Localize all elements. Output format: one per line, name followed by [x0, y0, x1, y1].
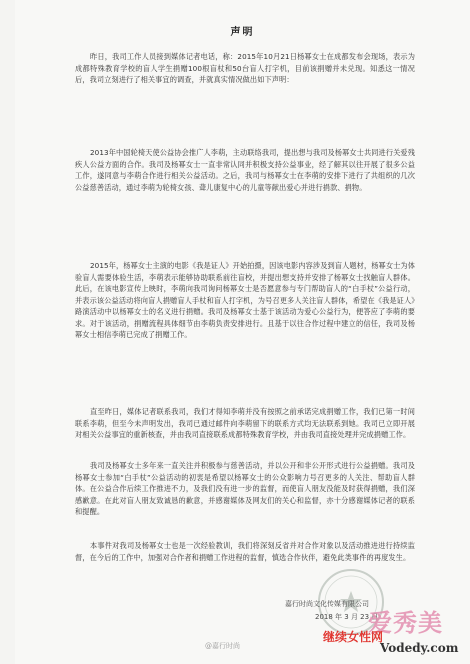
signature-company: 嘉行时尚文化传媒有限公司 — [285, 600, 369, 608]
paragraph-intro: 昨日，我司工作人员接到媒体记者电话，称：2015年10月21日杨幂女士在成都发布会现场，表示为成都特殊教育学校的盲人学生捐赠100根盲杖和50台盲人打字机，目前该捐赠并未兑现。知悉这一情况后，我司立刻进行了相关事宜的调查，并就真实情况做出如下声明： — [75, 52, 415, 84]
paragraph-2015: 2015年，杨幂女士主演的电影《我是证人》开始拍摄，因该电影内容涉及到盲人题材，杨幂女士为体验盲人需要体验生活，李萌表示能够协助联系前往盲校，并提出想支持并安排了杨幂女士找触盲人群体。此后，在该电影宣传上映时，李萌向我司询问杨幂女士是否愿意参与专门帮助盲人的“白手杖”公益行动，并表示该公益活动将向盲人捐赠盲人手杖和盲人打字机，为号召更多人关注盲人群体，希望在《我是证人》路演活动中以杨幂女士的名义进行捐赠。我司及杨幂女士基于该活动为爱心公益行为，便答应了李萌的要求。对于该活动，捐赠流程具体细节由李萌负责安排进行。且基于以往合作过程中建立的信任，我司及杨幂女士相信李萌已完成了捐赠工作。 — [75, 261, 415, 339]
site-watermark-red: 继续女性网 — [323, 630, 384, 644]
paragraph-discovery: 直至昨日，媒体记者联系我司，我们才得知李萌并没有按照之前承诺完成捐赠工作，我们已第一时间联系李萌，但至今未声明发出，我司已通过邮件向李萌留下的联系方式均无法联系到她。我司已立即开展对相关公益事宜的重新核查，并由我司直接联系成都特殊教育学校，并由我司直接处理并完成捐赠工作。 — [75, 407, 415, 439]
document-title: 声明 — [230, 27, 255, 38]
paragraph-2013: 2013年中国轮椅天使公益协会推广人李萌，主动联络我司，提出想与我司及杨幂女士共同进行关爱残疾人公益方面的合作。我司及杨幂女士一直非常认同并积极支持公益事业，经了解其以往开展了很多公益工作，遂同意与李萌合作进行相关公益活动。之后，我司与杨幂女士在李萌的安排下进行了共组织的几次公益慈善活动，通过李萌为轮椅女孩、聋儿康复中心的儿童等献出爱心并进行捐款、捐物。 — [75, 148, 415, 192]
site-watermark-logo: 爱秀美 — [368, 609, 443, 637]
document-page — [15, 0, 470, 664]
paragraph-apology: 我司及杨幂女士多年来一直关注并积极参与慈善活动，并以公开和非公开形式进行公益捐赠。我司及杨幂女士参加“白手杖”公益活动的初衷是希望以杨幂女士的公众影响力号召更多的人关注、帮助盲人群体。在公益合作后续工作推进不力，及我们没有进一步的监督，而使盲人朋友没能及时获得捐赠，我们深感歉意。在此对盲人朋友致诚恳的歉意，并感谢媒体及网友们的关心和监督，亦十分感谢媒体记者的联系和提醒。 — [75, 461, 415, 516]
signature-date: 2018 年 3 月 23 日 — [315, 613, 379, 621]
weibo-watermark: @嘉行时尚 — [205, 642, 240, 650]
site-watermark-url: Vodedy.com — [380, 641, 459, 655]
paragraph-lesson: 本事件对我司及杨幂女士也是一次经验教训，我们将深刻反省并对合作对象以及活动推进进行持续监督，在今后的工作中，加强对合作者和捐赠工作进程的监督，慎选合作伙伴，避免此类事件的再度发生。 — [75, 541, 415, 562]
